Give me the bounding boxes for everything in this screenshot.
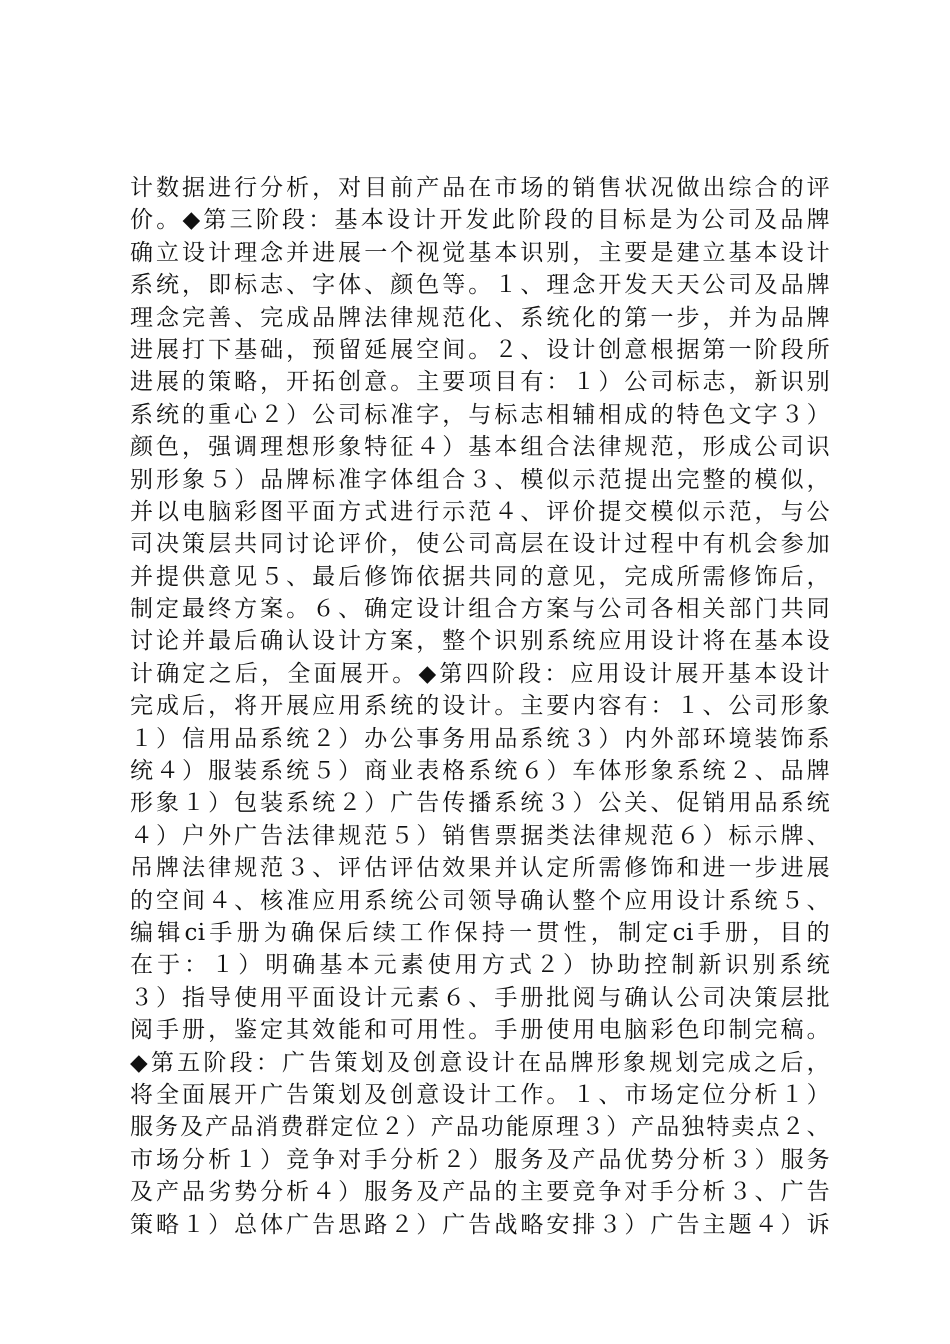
text-line: 形象１）包装系统２）广告传播系统３）公关、促销用品系统 — [130, 790, 830, 817]
text-line: 的空间４、核准应用系统公司领导确认整个应用设计系统５、 — [130, 887, 830, 914]
text-line: 阅手册，鉴定其效能和可用性。手册使用电脑彩色印制完稿。 — [130, 1017, 830, 1044]
text-line: 并以电脑彩图平面方式进行示范４、评价提交模似示范，与公 — [130, 498, 830, 525]
text-line: 及产品劣势分析４）服务及产品的主要竞争对手分析３、广告 — [130, 1179, 830, 1206]
text-line: 策略１）总体广告思路２）广告战略安排３）广告主题４）诉 — [130, 1211, 830, 1238]
text-line: ◆第五阶段：广告策划及创意设计在品牌形象规划完成之后， — [130, 1049, 830, 1076]
text-line: 完成后，将开展应用系统的设计。主要内容有：１、公司形象 — [130, 693, 830, 720]
text-line: 确立设计理念并进展一个视觉基本识别，主要是建立基本设计 — [130, 239, 830, 266]
text-line: 将全面展开广告策划及创意设计工作。１、市场定位分析１） — [130, 1081, 830, 1108]
text-line: 进展的策略，开拓创意。主要项目有：１）公司标志，新识别 — [130, 369, 830, 396]
text-line: 司决策层共同讨论评价，使公司高层在设计过程中有机会参加 — [130, 531, 830, 558]
text-line: ４）户外广告法律规范５）销售票据类法律规范６）标示牌、 — [130, 822, 830, 849]
text-line: 在于：１）明确基本元素使用方式２）协助控制新识别系统 — [130, 952, 830, 979]
body-text — [130, 172, 830, 1241]
text-line: 制定最终方案。６、确定设计组合方案与公司各相关部门共同 — [130, 596, 830, 623]
text-line: 吊牌法律规范３、评估评估效果并认定所需修饰和进一步进展 — [130, 855, 830, 882]
text-line: 计数据进行分析，对目前产品在市场的销售状况做出综合的评 — [130, 175, 830, 201]
text-line: 系统的重心２）公司标准字，与标志相辅相成的特色文字３） — [130, 401, 830, 428]
text-line: １）信用品系统２）办公事务用品系统３）内外部环境装饰系 — [130, 725, 830, 752]
text-line: 讨论并最后确认设计方案，整个识别系统应用设计将在基本设 — [130, 628, 830, 655]
text-line: 统４）服装系统５）商业表格系统６）车体形象系统２、品牌 — [130, 758, 830, 785]
text-line: ３）指导使用平面设计元素６、手册批阅与确认公司决策层批 — [130, 984, 830, 1011]
text-line: 服务及产品消费群定位２）产品功能原理３）产品独特卖点２、 — [130, 1114, 830, 1141]
text-line: 颜色，强调理想形象特征４）基本组合法律规范，形成公司识 — [130, 434, 830, 461]
text-line: 别形象５）品牌标准字体组合３、模似示范提出完整的模似， — [130, 466, 830, 493]
text-line: 并提供意见５、最后修饰依据共同的意见，完成所需修饰后， — [130, 563, 830, 590]
text-line: 市场分析１）竞争对手分析２）服务及产品优势分析３）服务 — [130, 1146, 830, 1173]
text-line: 系统，即标志、字体、颜色等。１、理念开发天天公司及品牌 — [130, 272, 830, 299]
text-line: 计确定之后，全面展开。◆第四阶段：应用设计展开基本设计 — [130, 660, 830, 687]
text-line: 进展打下基础，预留延展空间。２、设计创意根据第一阶段所 — [130, 336, 830, 363]
text-line: 理念完善、完成品牌法律规范化、系统化的第一步，并为品牌 — [130, 304, 830, 331]
text-line: 编辑ci手册为确保后续工作保持一贯性，制定ci手册，目的 — [130, 919, 830, 946]
text-line: 价。◆第三阶段：基本设计开发此阶段的目标是为公司及品牌 — [130, 207, 830, 234]
